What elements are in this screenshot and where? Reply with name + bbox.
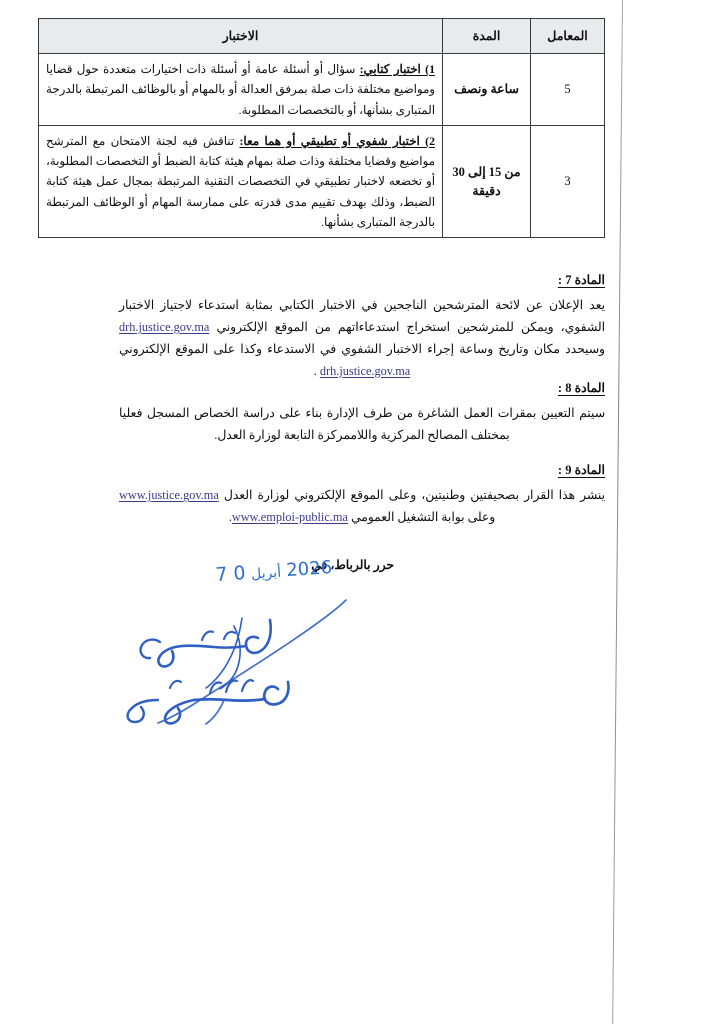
article-body (119, 485, 605, 529)
link-justice-gov[interactable]: www.justice.gov.ma (119, 488, 219, 502)
article-section-8 (119, 380, 605, 447)
table-row (39, 125, 605, 237)
article-section-7 (119, 272, 605, 383)
test-body-text: تناقش فيه لجنة الامتحان مع المترشح مواضيع وقضايا مختلفة وذات صلة بمهام هيئة كتابة الضبط أو التخصصات المطلوبة، أو تخضعه لاختبار تطبيقي في التخصصات التقنية المرتبطة بمجال عمل هيئة كتابة الضبط، وذلك بهدف تقييم مدى قدرته على ممارسة المهام أو الوظائف المرتبطة بالدرجة المتبارى بشأنها. (46, 133, 435, 229)
signature-strokes (74, 596, 364, 726)
link-drh-justice[interactable]: drh.justice.gov.ma (119, 319, 210, 334)
column-header-duration: المدة (443, 19, 531, 54)
cell-test-description (39, 54, 443, 126)
place-and-date-label: حرر بالرباط، في (311, 558, 394, 572)
exam-structure-table (38, 18, 605, 238)
article-text-part: سيتم التعيين بمقرات العمل الشاغرة من طرف الإدارة بناء على دراسة الخصاص المسجل فعليا بمختلف المصالح المركزية واللاممركزة التابعة لوزارة العدل. (119, 406, 605, 442)
table-row (39, 54, 605, 126)
handwritten-month: أبريل (250, 564, 282, 583)
article-title: المادة 9 : (557, 463, 605, 477)
column-header-coefficient: المعامل (531, 19, 605, 54)
article-section-9 (119, 462, 605, 529)
test-lead-label: 1) اختبار كتابي: (359, 62, 435, 76)
article-text-part: . (228, 509, 232, 524)
article-text-part: يعد الإعلان عن لائحة المترشحين الناجحين في الاختبار الكتابي بمثابة استدعاء لاجتياز الاختبار الشفوي، ويمكن للمترشحين استخراج استدعاءاتهم من الموقع الإلكتروني (119, 298, 605, 334)
article-text-part: وسيحدد مكان وتاريخ وساعة إجراء الاختبار الشفوي في الاستدعاء وكذا على الموقع الإلكتروني (119, 341, 605, 356)
cell-duration: ساعة ونصف (443, 54, 531, 126)
cell-test-description (39, 125, 443, 237)
cell-coefficient: 5 (531, 54, 605, 126)
cell-coefficient: 3 (531, 125, 605, 237)
article-text-part: . (313, 363, 320, 378)
article-body (119, 403, 605, 447)
test-body-text: سؤال أو أسئلة عامة أو أسئلة ذات اختيارات متعددة حول قضايا ومواضيع مختلفة ذات صلة بمرفق العدالة أو بالمهام أو بالوظائف المرتبطة بالدرجة المتبارى بشأنها، أو بالتخصصات المطلوبة. (46, 62, 435, 117)
article-body (119, 295, 605, 383)
cell-duration: من 15 إلى 30 دقيقة (443, 125, 531, 237)
link-drh-justice[interactable]: drh.justice.gov.ma (319, 363, 411, 378)
article-text-part: وعلى بوابة التشغيل العمومي (347, 509, 496, 524)
article-text-part: ينشر هذا القرار بصحيفتين وطنيتين، وعلى الموقع الإلكتروني لوزارة العدل (218, 488, 605, 502)
column-header-test: الاختبار (39, 19, 443, 54)
test-lead-label: 2) اختبار شفوي أو تطبيقي أو هما معا: (239, 133, 435, 148)
handwritten-day: 0 7 (214, 562, 247, 587)
article-title: المادة 8 : (557, 381, 605, 395)
link-emploi-public[interactable]: www.emploi-public.ma (231, 509, 348, 524)
handwritten-signature (74, 596, 364, 726)
article-title: المادة 7 : (557, 273, 605, 287)
table-header-row (39, 19, 605, 54)
scan-edge-line (612, 0, 623, 1024)
handwritten-year: 2026 (285, 557, 333, 582)
